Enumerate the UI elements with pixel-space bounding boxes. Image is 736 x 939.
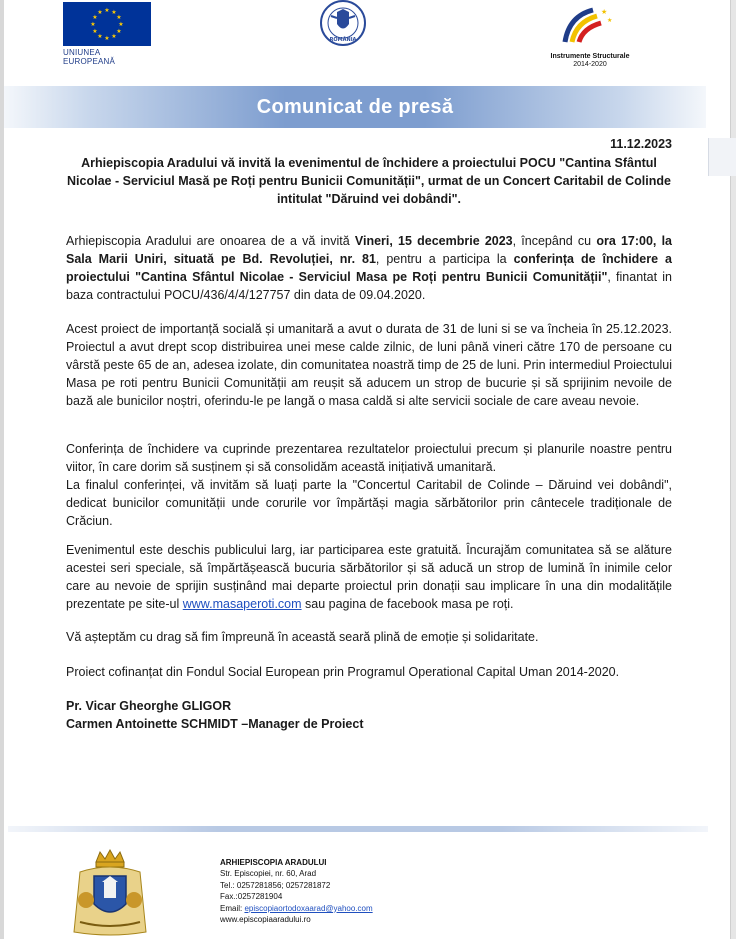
contact-org: ARHIEPISCOPIA ARADULUI xyxy=(220,858,327,867)
p4-text-a: Evenimentul este deschis publicului larg, iar participarea este gratuită. Încurajăm comunitatea să se alăture acestei seri speciale, să împărtășească bucuria sărbătorilor și să aducă un strop de lumină în inimile celor care au nevoie de sprijin susținând mai departe proiectul prin donații sau implicare în una din modalitățile prezentate pe site-ul xyxy=(66,543,672,611)
svg-text:★: ★ xyxy=(111,9,117,16)
p3-line-b: La finalul conferinței, vă invităm să luați parte la "Concertul Caritabil de Colinde – Dăruind vei dobândi", dedicat bunicilor comunității unde corurile vor împărtăși magia sărbătorilor prin cântecele tradiționale de Crăciun. xyxy=(66,478,672,528)
contact-tel: Tel.: 0257281856; 0257281872 xyxy=(220,880,331,890)
svg-text:★: ★ xyxy=(92,28,98,35)
svg-text:★: ★ xyxy=(118,21,124,28)
is-years: 2014-2020 xyxy=(573,61,607,68)
svg-text:★: ★ xyxy=(97,33,103,40)
paragraph-conference xyxy=(66,440,672,530)
eu-logo xyxy=(63,2,153,66)
p1-date: Vineri, 15 decembrie 2023 xyxy=(354,234,513,248)
svg-text:★: ★ xyxy=(111,33,117,40)
intro-heading: Arhiepiscopia Aradului vă invită la evenimentul de închidere a proiectului POCU "Cantina Sfântul Nicolae - Serviciul Masă pe Roți pentru Bunicii Comunității", urmat de un Concert Caritabil de Colinde intitulat "Dăruind vei dobândi". xyxy=(67,156,671,206)
is-caption xyxy=(545,53,635,69)
archdiocese-crest-icon xyxy=(66,848,154,938)
paragraph-closing: Vă așteptăm cu drag să fim împreună în această seară plină de emoție și solidaritate. xyxy=(66,630,539,644)
document-date: 11.12.2023 xyxy=(610,137,672,151)
structural-instruments-logo xyxy=(545,2,635,70)
contact-website[interactable]: www.episcopiaaradului.ro xyxy=(220,915,311,925)
svg-text:★: ★ xyxy=(601,8,608,16)
svg-text:★: ★ xyxy=(116,28,122,35)
contact-email-row xyxy=(220,903,520,914)
structural-instruments-icon xyxy=(545,2,635,48)
contact-email-link[interactable]: episcopiaortodoxaarad@yahoo.com xyxy=(244,903,373,913)
svg-text:★: ★ xyxy=(97,9,103,16)
is-title: Instrumente Structurale xyxy=(550,53,630,60)
svg-text:★: ★ xyxy=(116,14,122,21)
p4-text-b: sau pagina de facebook masa pe roți. xyxy=(301,597,514,611)
signature-vicar: Pr. Vicar Gheorghe GLIGOR xyxy=(66,699,232,713)
eu-caption: UNIUNEA EUROPEANĂ xyxy=(63,48,116,66)
website-link[interactable]: www.masaperoti.com xyxy=(182,597,302,611)
scroll-tab[interactable] xyxy=(708,138,736,176)
svg-text:★: ★ xyxy=(92,14,98,21)
romanian-coat-of-arms-logo xyxy=(313,0,373,50)
svg-text:★: ★ xyxy=(104,7,110,14)
contact-block xyxy=(220,857,520,925)
banner-title: Comunicat de presă xyxy=(256,96,454,118)
p1-text-a: Arhiepiscopia Aradului are onoarea de a vă invită xyxy=(66,234,355,248)
contact-address: Str. Episcopiei, nr. 60, Arad xyxy=(220,869,317,879)
svg-text:ROMÂNIA: ROMÂNIA xyxy=(329,37,357,43)
svg-text:★: ★ xyxy=(104,35,110,42)
title-banner xyxy=(4,86,706,128)
signature-manager: Carmen Antoinette SCHMIDT –Manager de Proiect xyxy=(66,717,364,731)
paragraph-public xyxy=(66,541,672,613)
paragraph-funding: Proiect cofinanțat din Fondul Social European prin Programul Operational Capital Uman 2014-2020. xyxy=(66,665,620,679)
eu-flag-icon xyxy=(63,2,151,46)
p1-text-c: , începând cu xyxy=(512,234,597,248)
contact-email-label: Email: xyxy=(220,903,245,913)
p3-line-a: Conferința de închidere va cuprinde prezentarea rezultatelor proiectului precum și planurile noastre pentru viitor, în care dorim să susținem și să consolidăm această inițiativă umanitară. xyxy=(66,442,672,474)
paragraph-project: Acest proiect de importanță socială și umanitară a avut o durata de 31 de luni si se va încheia în 25.12.2023. Proiectul a avut drept scop distribuirea unei mese calde zilnic, de luni până vineri către 170 de persoane cu vârstă peste 65 de an, adesea izolate, din comunitatea noastră timp de 25 de luni. Prin intermediul Proiectului Masa pe roti pentru Bunicii Comunității am reușit să aducem un strop de bucurie și să sprijinim nevoile de bază ale bunicilor noștri, oferindu-le pe langă o masa caldă si alte servicii sociale de care aveau nevoie. xyxy=(66,322,672,408)
window-frame-left xyxy=(0,0,4,939)
svg-text:★: ★ xyxy=(90,21,96,28)
footer-divider xyxy=(8,826,708,832)
p1-text-g: , finantat in baza contractului POCU/436/4/4/127757 din data de 09.04.2020. xyxy=(66,270,672,302)
p1-text-e: , pentru a participa la xyxy=(375,252,514,266)
p1-conference: conferința de închidere a proiectului "Cantina Sfântul Nicolae - Serviciul Masa pe Roți pentru Bunicii Comunității" xyxy=(66,252,672,284)
p1-venue: ora 17:00, la Sala Marii Uniri, situată pe Bd. Revoluției, nr. 81 xyxy=(66,234,672,266)
svg-text:★: ★ xyxy=(607,17,613,24)
contact-fax: Fax.:0257281904 xyxy=(220,892,283,902)
paragraph-invitation xyxy=(66,232,672,304)
